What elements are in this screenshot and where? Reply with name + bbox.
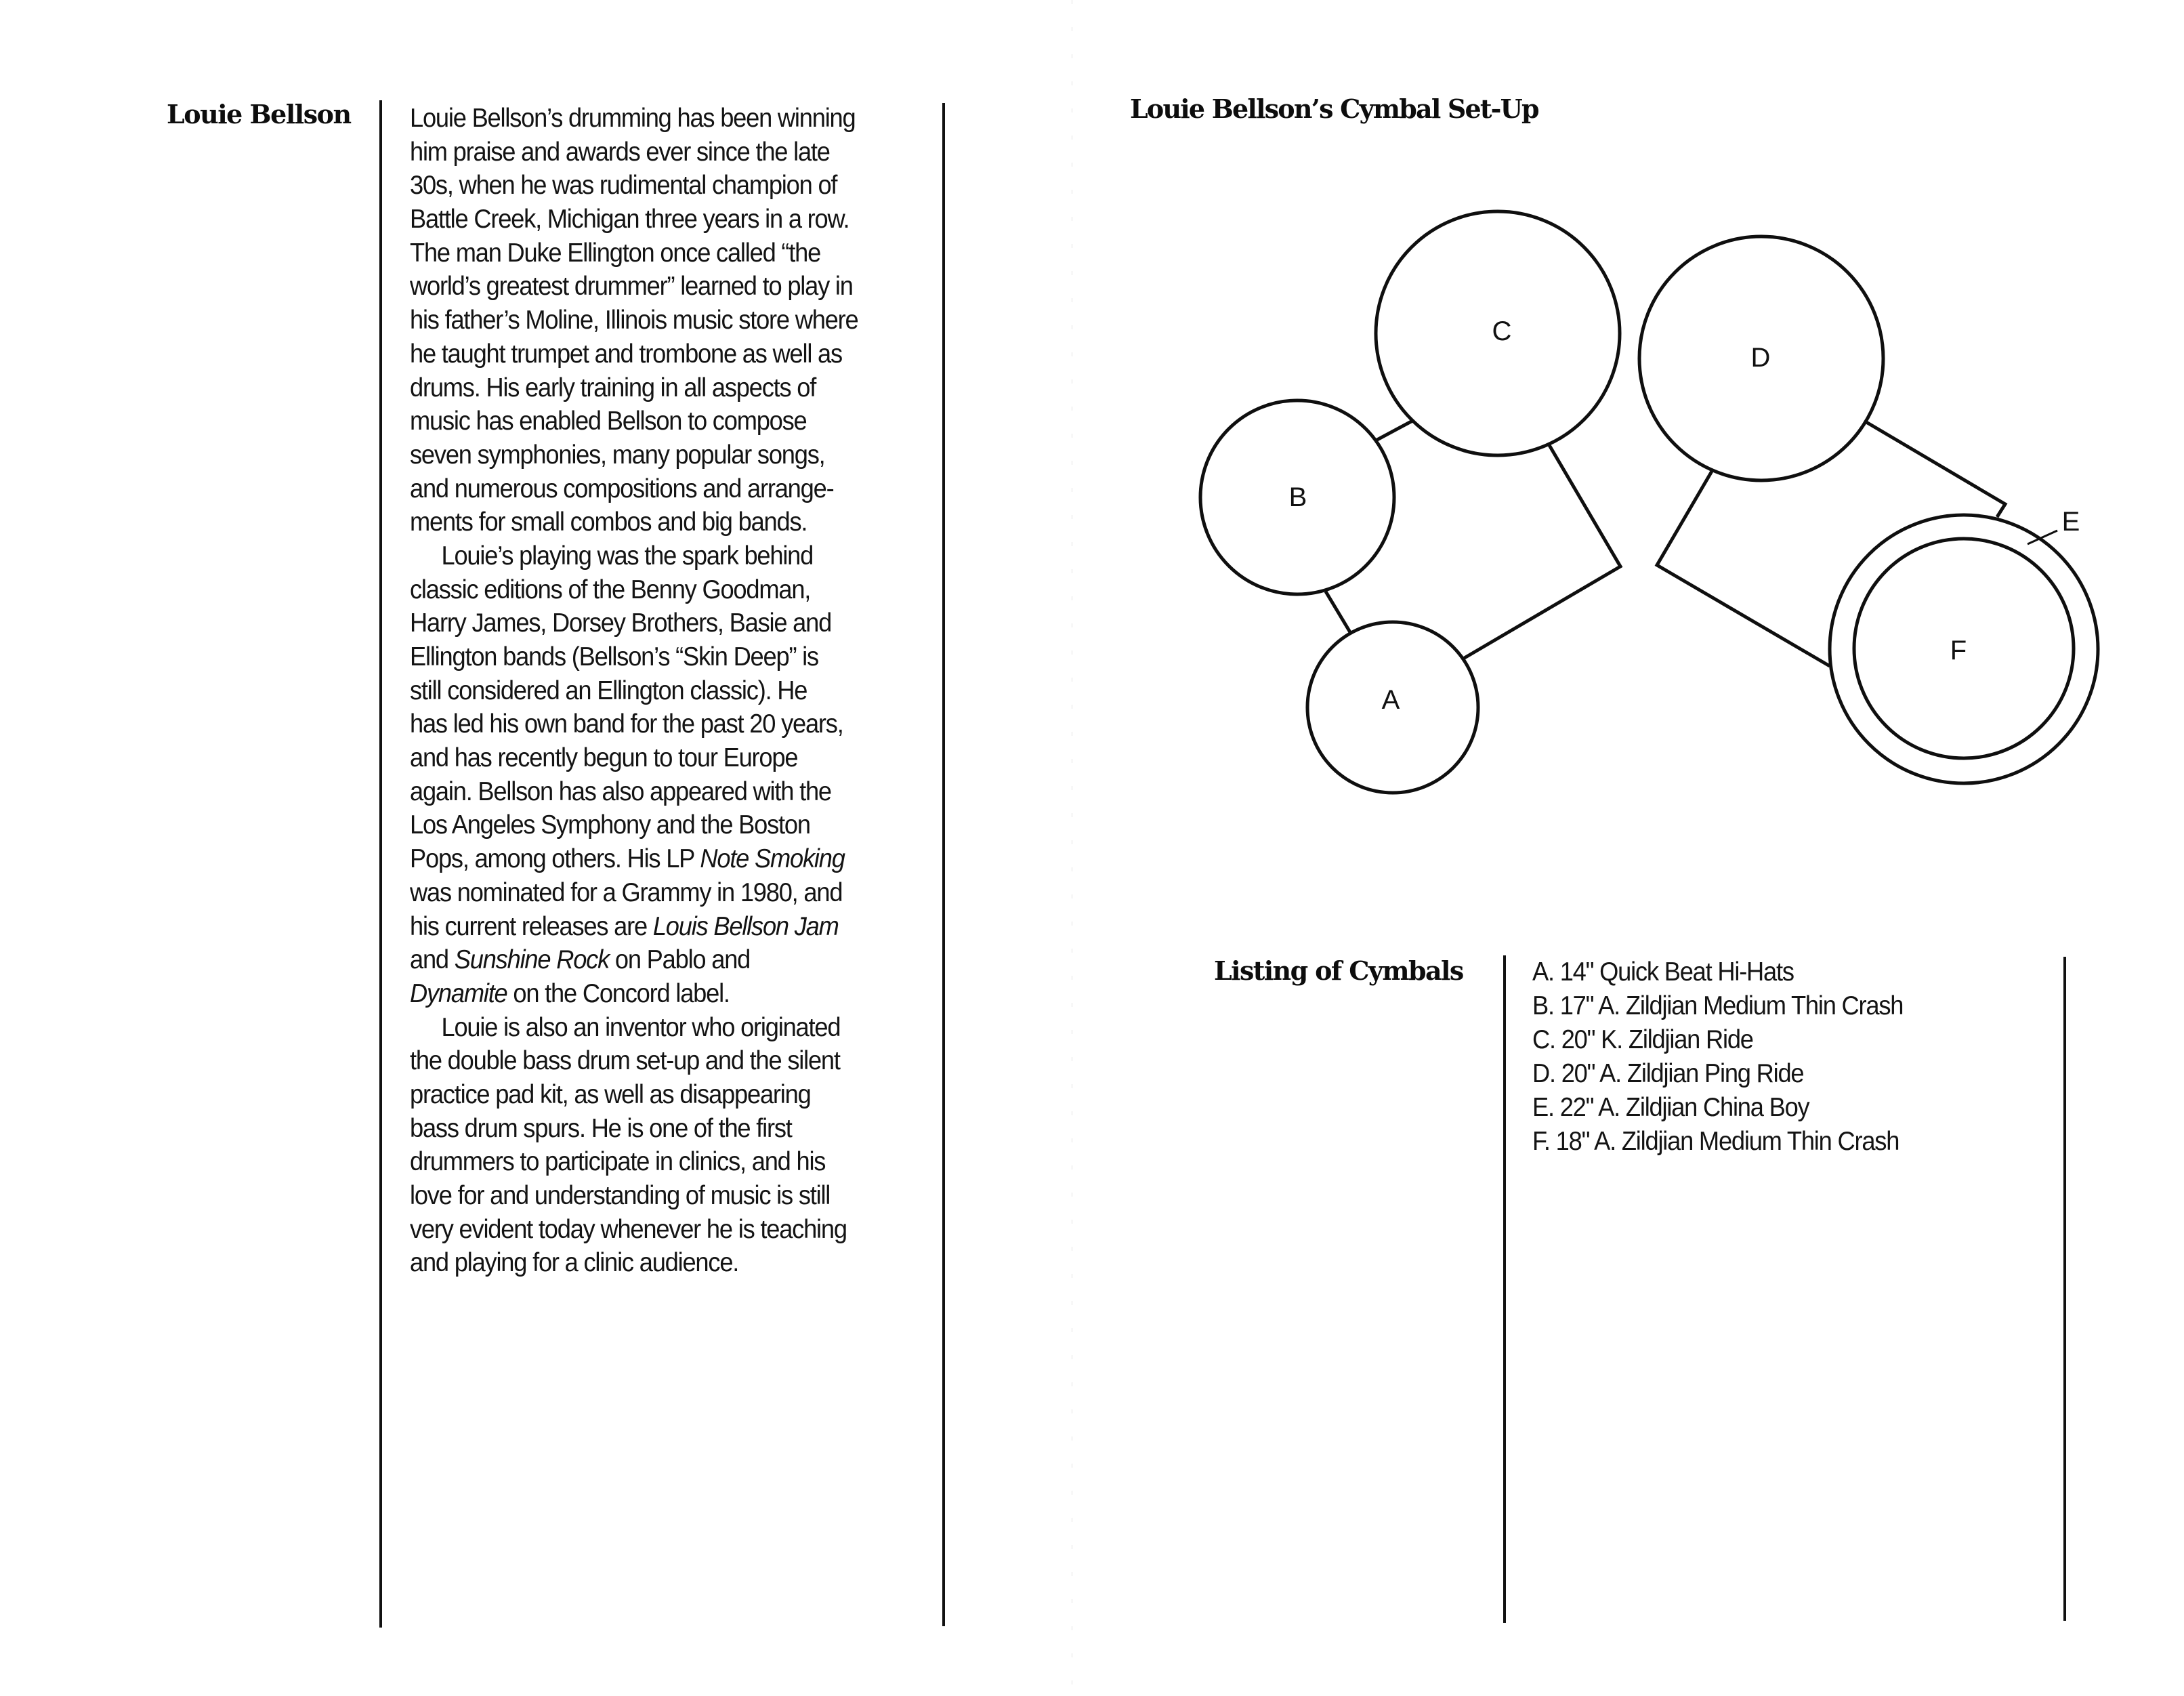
body-line	[410, 236, 895, 270]
stand-arm-c-a	[1463, 445, 1620, 659]
body-line	[410, 808, 895, 842]
text-run: Harry James, Dorsey Brothers, Basie and	[410, 608, 832, 638]
body-line	[410, 1246, 895, 1280]
italic-title: Note Smoking	[700, 844, 845, 874]
text-run: Ellington bands (Bellson’s “Skin Deep” is	[410, 642, 818, 671]
stand-arm-d-e-upper	[1866, 422, 2005, 517]
body-line	[410, 371, 895, 405]
body-line	[410, 977, 895, 1011]
text-run: Los Angeles Symphony and the Boston	[410, 810, 810, 840]
text-run: practice pad kit, as well as disappearing	[410, 1079, 811, 1109]
text-run: bass drum spurs. He is one of the first	[410, 1113, 792, 1143]
body-line	[410, 640, 895, 674]
cymbal-list-item: B. 17" A. Zildjian Medium Thin Crash	[1532, 991, 1904, 1020]
text-run: and has recently begun to tour Europe	[410, 743, 798, 773]
body-line	[410, 472, 895, 506]
text-run: and playing for a clinic audience.	[410, 1248, 739, 1278]
text-run: still considered an Ellington classic). He	[410, 676, 807, 705]
listing-rule-left	[1503, 955, 1506, 1623]
label-a: A	[1381, 685, 1400, 715]
connector-b-a	[1326, 592, 1350, 632]
cymbal-list-item: A. 14" Quick Beat Hi-Hats	[1532, 957, 1794, 987]
text-run: has led his own band for the past 20 years,	[410, 709, 843, 739]
body-line	[410, 910, 895, 944]
label-d: D	[1750, 343, 1771, 373]
column-rule-left	[379, 100, 382, 1628]
body-line	[410, 707, 895, 741]
cymbal-list-item: C. 20" K. Zildjian Ride	[1532, 1025, 1753, 1054]
text-run: world’s greatest drummer” learned to play in	[410, 272, 853, 302]
text-run: again. Bellson has also appeared with the	[410, 777, 831, 806]
body-line	[410, 539, 895, 573]
text-run: him praise and awards ever since the late	[410, 137, 830, 167]
cymbal-list-item: E. 22" A. Zildjian China Boy	[1532, 1093, 1809, 1122]
cymbal-list	[1532, 955, 2054, 1159]
body-line	[410, 674, 895, 708]
body-line	[410, 203, 895, 236]
italic-title: Louis Bellson Jam	[652, 911, 839, 941]
column-rule-right	[942, 103, 945, 1626]
label-b: B	[1288, 482, 1307, 512]
label-e: E	[2061, 507, 2080, 537]
text-run: his current releases are	[410, 911, 653, 941]
text-run: love for and understanding of music is still	[410, 1181, 831, 1210]
body-line	[410, 1213, 895, 1247]
text-run: on Pablo and	[609, 945, 751, 975]
text-run: Pops, among others. His LP	[410, 844, 700, 874]
cymbal-a	[1307, 622, 1478, 793]
body-line	[410, 943, 895, 977]
cymbal-b	[1200, 400, 1394, 594]
stand-arm-d-e	[1657, 469, 1830, 666]
text-run: the double bass drum set-up and the silent	[410, 1046, 840, 1076]
text-run: was nominated for a Grammy in 1980, and	[410, 877, 843, 907]
cymbal-c	[1376, 211, 1620, 455]
body-line	[410, 606, 895, 640]
body-line	[410, 337, 895, 371]
body-line	[410, 405, 895, 438]
text-run: drums. His early training in all aspects of	[410, 373, 816, 402]
label-c: C	[1492, 316, 1512, 346]
text-run: ments for small combos and big bands.	[410, 508, 807, 537]
cymbal-list-item: D. 20" A. Zildjian Ping Ride	[1532, 1059, 1804, 1088]
text-run: Battle Creek, Michigan three years in a row.	[410, 205, 849, 234]
body-line	[410, 1112, 895, 1146]
body-line	[410, 1145, 895, 1179]
body-line	[410, 1011, 895, 1045]
text-run: seven symphonies, many popular songs,	[410, 440, 825, 470]
text-run: classic editions of the Benny Goodman,	[410, 575, 811, 604]
connector-b-c	[1376, 420, 1414, 440]
listing-heading: Listing of Cymbals	[1214, 955, 1463, 986]
label-leader-e	[2028, 531, 2057, 544]
cymbal-e	[1830, 515, 2098, 783]
text-run: Louie Bellson’s drumming has been winning	[410, 104, 856, 133]
text-run: and	[410, 945, 455, 975]
text-run: 30s, when he was rudimental champion of	[410, 171, 837, 201]
body-line	[410, 136, 895, 169]
cymbal-d	[1639, 236, 1883, 480]
text-run: and numerous compositions and arrange-	[410, 474, 834, 503]
label-f: F	[1950, 636, 1967, 665]
listing-rule-right	[2063, 957, 2066, 1621]
body-line	[410, 775, 895, 809]
body-line	[410, 1044, 895, 1078]
body-line	[410, 876, 895, 910]
body-line	[410, 102, 895, 136]
text-run: on the Concord label.	[507, 978, 730, 1008]
bio-body-text	[410, 102, 931, 1280]
text-run: very evident today whenever he is teaching	[410, 1214, 847, 1244]
text-run: Louie’s playing was the spark behind	[441, 541, 814, 571]
bio-heading: Louie Bellson	[167, 99, 351, 129]
text-run: The man Duke Ellington once called “the	[410, 238, 821, 268]
text-run: his father’s Moline, Illinois music store where	[410, 306, 858, 335]
body-line	[410, 741, 895, 775]
cymbal-f	[1854, 539, 2074, 758]
italic-title: Dynamite	[410, 978, 507, 1008]
body-line	[410, 270, 895, 304]
body-line	[410, 438, 895, 472]
italic-title: Sunshine Rock	[454, 945, 610, 975]
body-line	[410, 573, 895, 607]
text-run: Louie is also an inventor who originated	[441, 1012, 841, 1042]
text-run: he taught trumpet and trombone as well as	[410, 339, 842, 369]
cymbal-list-item: F. 18" A. Zildjian Medium Thin Crash	[1532, 1127, 1899, 1156]
text-run: music has enabled Bellson to compose	[410, 407, 807, 436]
body-line	[410, 304, 895, 337]
body-line	[410, 842, 895, 876]
text-run: drummers to participate in clinics, and his	[410, 1147, 826, 1177]
body-line	[410, 505, 895, 539]
body-line	[410, 1179, 895, 1213]
body-line	[410, 1078, 895, 1112]
body-line	[410, 169, 895, 203]
setup-heading: Louie Bellson’s Cymbal Set-Up	[1130, 94, 1538, 124]
